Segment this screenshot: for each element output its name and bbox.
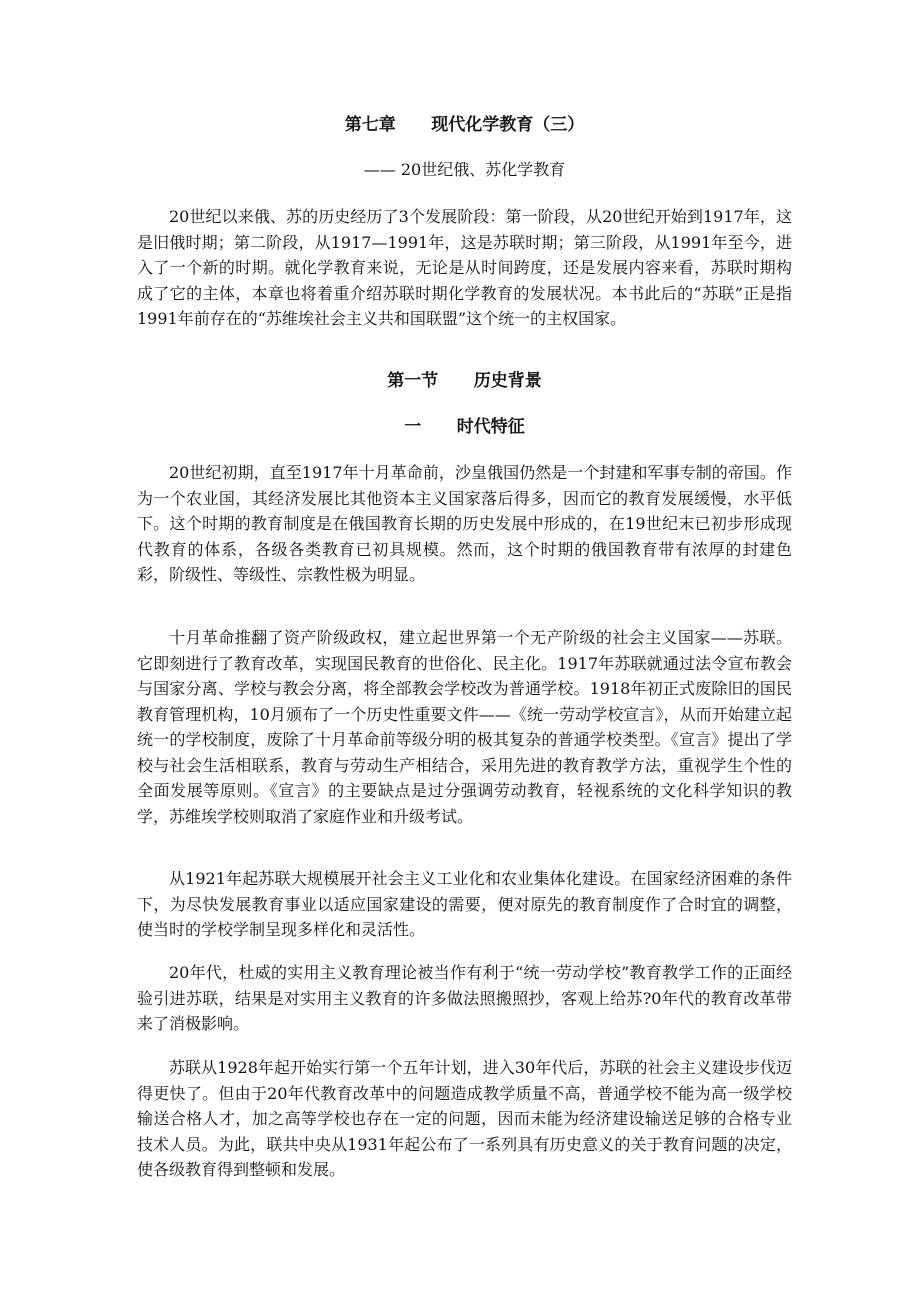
body-paragraph: 苏联从1928年起开始实行第一个五年计划，进入30年代后，苏联的社会主义建设步伐迈得更快了。但由于20年代教育改革中的问题造成教学质量不高，普通学校不能为高一级学校输送合格人才，加之高等学校也存在一定的问题，因而未能为经济建设输送足够的合格专业技术人员。为此，联共中央从1931年起公布了一系列具有历史意义的关于教育问题的决定，使各级教育得到整顿和发展。 [137,1058,792,1179]
subsection-title: 一 时代特征 [404,417,525,437]
body-paragraph: 十月革命推翻了资产阶级政权，建立起世界第一个无产阶级的社会主义国家——苏联。它即刻进行了教育改革，实现国民教育的世俗化、民主化。1917年苏联就通过法令宣布教会与国家分离、学校与教会分离，将全部教会学校改为普通学校。1918年初正式废除旧的国民教育管理机构，10月颁布了一个历史性重要文件——《统一劳动学校宣言》，从而开始建立起统一的学校制度，废除了十月革命前等级分明的极其复杂的普通学校类型。《宣言》提出了学校与社会生活相联系，教育与劳动生产相结合，采用先进的教育教学方法，重视学生个性的全面发展等原则。《宣言》的主要缺点是过分强调劳动教育，轻视系统的文化科学知识的教学，苏维埃学校则取消了家庭作业和升级考试。 [137,628,792,826]
intro-paragraph: 20世纪以来俄、苏的历史经历了3个发展阶段：第一阶段，从20世纪开始到1917年，这是旧俄时期；第二阶段，从1917—1991年，这是苏联时期；第三阶段，从1991年至今，进入了一个新的时期。就化学教育来说，无论是从时间跨度，还是发展内容来看，苏联时期构成了它的主体，本章也将着重介绍苏联时期化学教育的发展状况。本书此后的“苏联”正是指1991年前存在的“苏维埃社会主义共和国联盟”这个统一的主权国家。 [137,207,792,328]
chapter-title: 第七章 现代化学教育（三） [344,115,585,135]
chapter-subtitle: —— 20世纪俄、苏化学教育 [363,160,566,179]
body-paragraph: 20年代，杜威的实用主义教育理论被当作有利于“统一劳动学校”教育教学工作的正面经验引进苏联，结果是对实用主义教育的许多做法照搬照抄，客观上给苏?0年代的教育改革带来了消极影响。 [137,963,792,1033]
body-paragraph: 从1921年起苏联大规模展开社会主义工业化和农业集体化建设。在国家经济困难的条件下，为尽快发展教育事业以适应国家建设的需要，便对原先的教育制度作了合时宜的调整，使当时的学校学制呈现多样化和灵活性。 [137,869,792,939]
body-paragraph: 20世纪初期，直至1917年十月革命前，沙皇俄国仍然是一个封建和军事专制的帝国。作为一个农业国，其经济发展比其他资本主义国家落后得多，因而它的教育发展缓慢，水平低下。这个时期的教育制度是在俄国教育长期的历史发展中形成的，在19世纪末已初步形成现代教育的体系，各级各类教育已初具规模。然而，这个时期的俄国教育带有浓厚的封建色彩，阶级性、等级性、宗教性极为明显。 [137,463,792,584]
section-title: 第一节 历史背景 [387,371,542,391]
